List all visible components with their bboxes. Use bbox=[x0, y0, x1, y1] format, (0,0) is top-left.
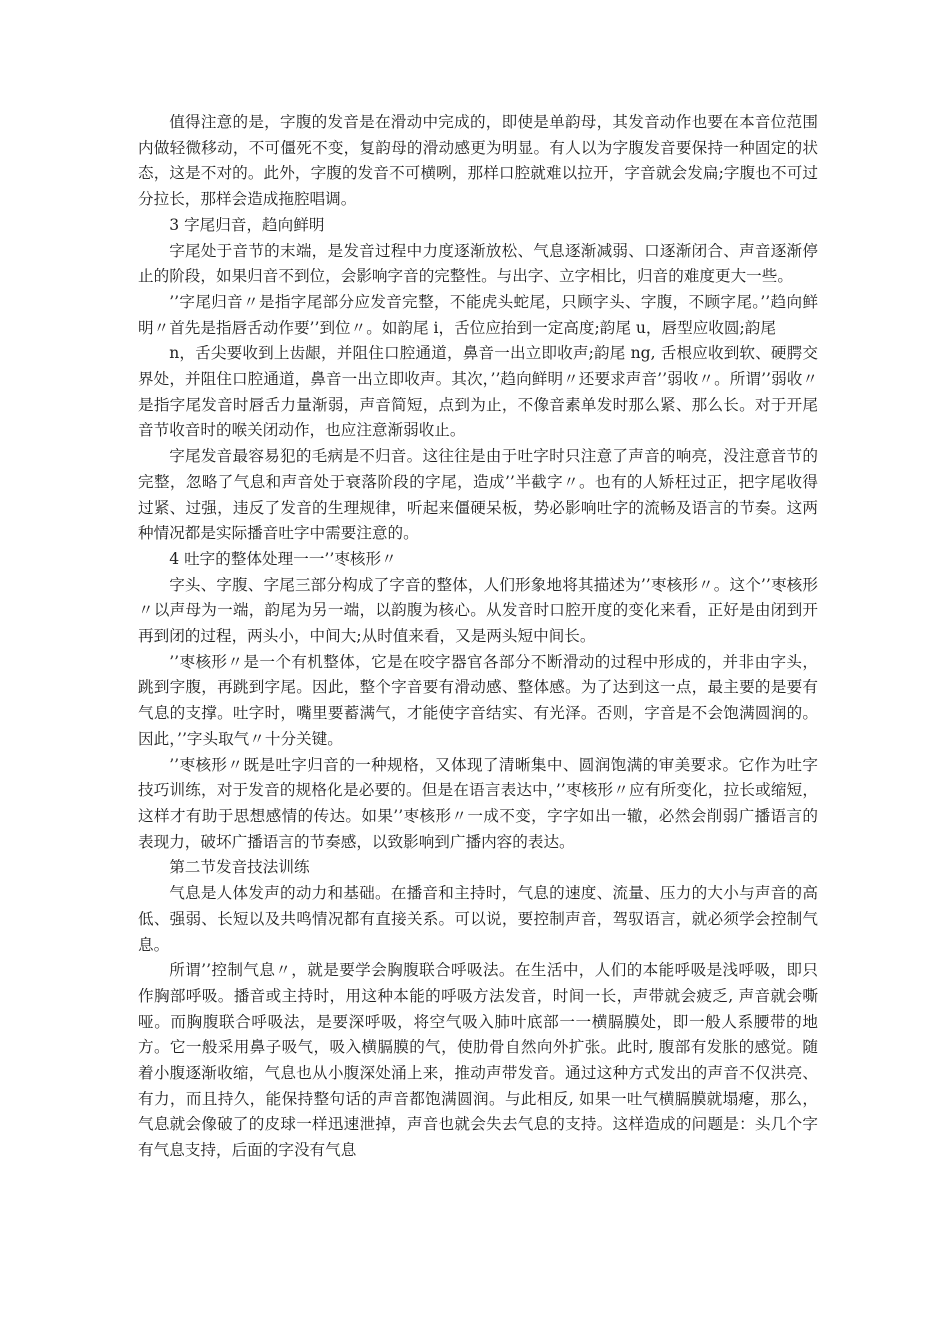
paragraph: ’’枣核形〃既是吐字归音的一种规格，又体现了清晰集中、圆润饱满的审美要求。它作为吐字技巧训练，对于发音的规格化是必要的。但是在语言表达中，’’枣核形〃应有所变化，拉长或缩短，这样才有助于思想感情的传达。如果’’枣核形〃一成不变，字字如出一辙，必然会削弱广播语言的表现力，破坏广播语言的节奏感，以致影响到广播内容的表达。 bbox=[138, 755, 818, 851]
paragraph: ’’枣核形〃是一个有机整体，它是在咬字器官各部分不断滑动的过程中形成的，并非由字头，跳到字腹，再跳到字尾。因此，整个字音要有滑动感、整体感。为了达到这一点，最主要的是要有气息的支撑。吐字时，嘴里要蓄满气，才能使字音结实、有光泽。否则，字音是不会饱满圆润的。因此，’’字头取气〃十分关键。 bbox=[138, 652, 818, 748]
paragraph: 字头、字腹、字尾三部分构成了字音的整体，人们形象地将其描述为’’枣核形〃。这个’’枣核形〃以声母为一端，韵尾为另一端，以韵腹为核心。从发音时口腔开度的变化来看，正好是由闭到开再到闭的过程，两头小，中间大;从时值来看，又是两头短中间长。 bbox=[138, 575, 818, 646]
paragraph: 所谓’’控制气息〃，就是要学会胸腹联合呼吸法。在生活中，人们的本能呼吸是浅呼吸，即只作胸部呼吸。播音或主持时，用这种本能的呼吸方法发音，时间一长，声带就会疲乏, 声音就会嘶哑。而胸腹联合呼吸法，是要深呼吸，将空气吸入肺叶底部一一横膈膜处，即一般人系腰带的地方。它一般采用鼻子吸气，吸入横膈膜的气，使肋骨自然向外扩张。此时, 腹部有发胀的感觉。随着小腹逐渐收缩，气息也从小腹深处涌上来，推动声带发音。通过这种方式发出的声音不仅洪亮、有力，而且持久，能保持整句话的声音都饱满圆润。与此相反, 如果一吐气横膈膜就塌瘪，那么，气息就会像破了的皮球一样迅速泄掉，声音也就会失去气息的支持。这样造成的问题是：头几个字有气息支持，后面的字没有气息 bbox=[138, 961, 818, 1160]
section-heading: 4 吐字的整体处理一一’’枣核形〃 bbox=[169, 549, 397, 568]
paragraph: ’’字尾归音〃是指字尾部分应发音完整，不能虎头蛇尾，只顾字头、字腹，不顾字尾。’’趋向鲜明〃首先是指唇舌动作要’’到位〃。如韵尾 i，舌位应抬到一定高度;韵尾 u，唇型应收圆;韵尾 bbox=[138, 292, 818, 337]
paragraph: 字尾处于音节的末端，是发音过程中力度逐渐放松、气息逐渐减弱、口逐渐闭合、声音逐渐停止的阶段，如果归音不到位，会影响字音的完整性。与出字、立字相比，归音的难度更大一些。 bbox=[138, 241, 818, 286]
paragraph: n，舌尖要收到上齿龈，并阻住口腔通道，鼻音一出立即收声;韵尾 ng, 舌根应收到软、硬腭交界处，并阻住口腔通道，鼻音一出立即收声。其次，’’趋向鲜明〃还要求声音’’弱收〃。所谓’’弱收〃是指字尾发音时唇舌力量渐弱，声音简短，点到为止，不像音素单发时那么紧、那么长。对于开尾音节收音时的喉关闭动作，也应注意渐弱收止。 bbox=[138, 344, 818, 440]
chapter-section-title: 第二节发音技法训练 bbox=[169, 858, 310, 877]
paragraph: 气息是人体发声的动力和基础。在播音和主持时，气息的速度、流量、压力的大小与声音的高低、强弱、长短以及共鸣情况都有直接关系。可以说，要控制声音，驾驭语言，就必须学会控制气息。 bbox=[138, 884, 818, 954]
paragraph: 字尾发音最容易犯的毛病是不归音。这往往是由于吐字时只注意了声音的响亮，没注意音节的完整，忽略了气息和声音处于衰落阶段的字尾，造成’’半截字〃。也有的人矫枉过正，把字尾收得过紧、过强，违反了发音的生理规律，听起来僵硬呆板，势必影响吐字的流畅及语言的节奏。这两种情况都是实际播音吐字中需要注意的。 bbox=[138, 447, 818, 543]
section-heading: 3 字尾归音，趋向鲜明 bbox=[169, 215, 325, 234]
document-page bbox=[138, 110, 818, 1164]
paragraph: 值得注意的是，字腹的发音是在滑动中完成的，即使是单韵母，其发音动作也要在本音位范围内做轻微移动，不可僵死不变，复韵母的滑动感更为明显。有人以为字腹发音要保持一种固定的状态，这是不对的。此外，字腹的发音不可横咧，那样口腔就难以拉开，字音就会发扁;字腹也不可过分拉长，那样会造成拖腔唱调。 bbox=[138, 113, 818, 209]
